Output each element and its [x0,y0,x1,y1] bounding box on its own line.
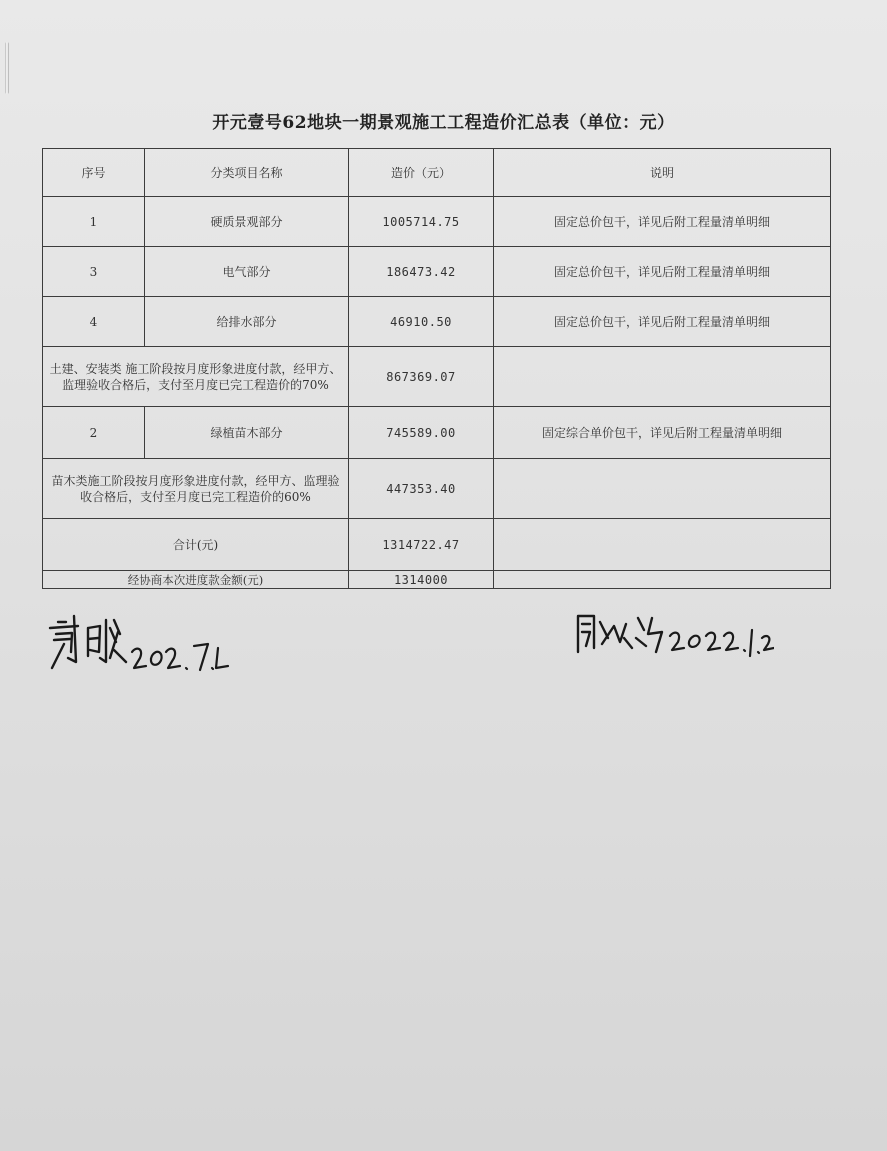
total-label: 合计(元) [43,519,349,571]
cell-name: 给排水部分 [145,297,349,347]
progress-civil-row [43,347,831,407]
negotiated-cost: 1314000 [349,571,494,589]
document-title: 开元壹号62地块一期景观施工工程造价汇总表（单位：元） [212,113,675,133]
cell-cost: 186473.42 [349,247,494,297]
header-name: 分类项目名称 [145,149,349,197]
cell-cost: 745589.00 [349,407,494,459]
progress-plants-cost: 447353.40 [349,459,494,519]
greening-row [43,407,831,459]
cell-seq: 3 [43,247,145,297]
staple-mark [5,42,9,94]
progress-plants-desc: 苗木类施工阶段按月度形象进度付款，经甲方、监理验收合格后，支付至月度已完工程造价的60% [43,459,349,519]
header-cost: 造价（元） [349,149,494,197]
header-seq: 序号 [43,149,145,197]
cell-name: 电气部分 [145,247,349,297]
empty-note-cell [494,519,831,571]
cell-note: 固定总价包干，详见后附工程量清单明细 [494,297,831,347]
cell-name: 绿植苗木部分 [145,407,349,459]
empty-note-cell [494,571,831,589]
table-header-row [43,149,831,197]
empty-note-cell [494,347,831,407]
table-row [43,197,831,247]
total-cost: 1314722.47 [349,519,494,571]
handwritten-signature-left [44,606,234,686]
table-row [43,297,831,347]
header-note: 说明 [494,149,831,197]
total-row [43,519,831,571]
cell-note: 固定总价包干，详见后附工程量清单明细 [494,197,831,247]
progress-civil-cost: 867369.07 [349,347,494,407]
handwritten-signature-right [574,608,774,668]
cell-seq: 2 [43,407,145,459]
empty-note-cell [494,459,831,519]
right-signature [574,608,774,668]
left-signature [44,606,234,686]
cell-seq: 4 [43,297,145,347]
cell-note: 固定总价包干，详见后附工程量清单明细 [494,247,831,297]
cell-cost: 1005714.75 [349,197,494,247]
progress-plants-row [43,459,831,519]
cell-seq: 1 [43,197,145,247]
negotiated-label: 经协商本次进度款金额(元) [43,571,349,589]
negotiated-row [43,571,831,589]
progress-civil-desc: 土建、安装类 施工阶段按月度形象进度付款，经甲方、监理验收合格后，支付至月度已完工程造价的70% [43,347,349,407]
cell-name: 硬质景观部分 [145,197,349,247]
cell-note: 固定综合单价包干，详见后附工程量清单明细 [494,407,831,459]
cost-summary-table [42,148,831,589]
table-row [43,247,831,297]
cell-cost: 46910.50 [349,297,494,347]
